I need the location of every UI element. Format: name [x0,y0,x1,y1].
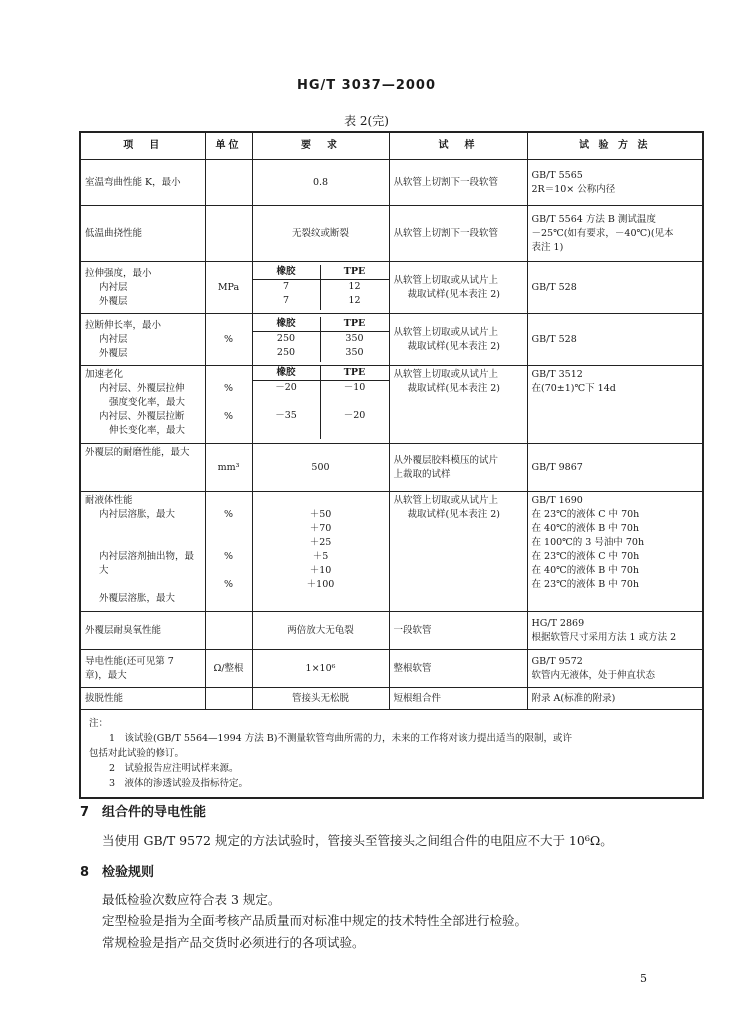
requirement-cell: 管接头无松脱 [252,688,389,710]
item-line: 外覆层溶胀，最大 [99,593,176,604]
section-8-heading [80,861,154,880]
table-row [80,206,703,262]
method-line: 软管内无液体，处于伸直状态 [531,669,656,681]
unit-line: % [223,383,234,394]
requirement-cell: 500 [252,444,389,492]
requirement-line: ＋5 [312,551,329,562]
method-line: －25℃(如有要求，－40℃)(见本 [531,227,674,239]
document-code: HG/T 3037—2000 [296,78,437,93]
unit-cell [205,366,252,444]
item-cell: 拔脱性能 [80,688,205,710]
table-row [80,612,703,650]
method-cell: 附录 A(标准的附录) [527,688,703,710]
method-line: 在(70±1)℃下 14d [531,383,616,394]
unit-line: % [223,411,234,422]
notes-title: 注： [89,718,109,729]
rubber-header: 橡胶 [253,317,321,332]
unit-line: % [223,579,234,590]
item-line: 内衬层溶胀，最大 [99,509,176,520]
method-cell [527,492,703,612]
table-notes [80,710,703,799]
sample-cell: 从软管上切割下一段软管 [389,206,527,262]
table-row [80,444,703,492]
requirement-cell [252,492,389,612]
table-row [80,492,703,612]
unit-cell [205,612,252,650]
tpe-header: TPE [321,317,389,332]
requirement-line: ＋10 [309,565,332,576]
note-2: 2 试验报告应注明试样来源。 [109,763,239,774]
section-title: 组合件的导电性能 [102,805,207,820]
rubber-header: 橡胶 [253,265,321,280]
method-line: GB/T 1690 [531,495,583,506]
requirement-line: ＋100 [306,579,335,590]
sample-cell [389,262,527,314]
tpe-value: －10 [343,382,366,393]
sample-cell [389,314,527,366]
note-3: 3 液体的渗透试验及指标待定。 [109,778,249,789]
method-line: HG/T 2869 [531,617,585,629]
item-line: 内衬层溶剂抽出物，最大 [99,551,195,576]
item-cell: 外覆层耐臭氧性能 [80,612,205,650]
tpe-header: TPE [321,366,389,381]
rubber-value: 7 [253,280,321,294]
item-cell [80,262,205,314]
sample-line: 从软管上切取或从试片上 [393,274,499,286]
sample-line: 上裁取的试样 [393,468,451,480]
sample-cell [389,444,527,492]
item-cell [80,366,205,444]
requirement-cell: 无裂纹或断裂 [252,206,389,262]
sample-cell [389,492,527,612]
section-title: 检验规则 [102,865,155,880]
method-line: GB/T 5564 方法 B 测试温度 [531,213,656,225]
tpe-value: 350 [345,333,364,344]
item-line: 强度变化率，最大 [109,397,186,408]
method-cell: GB/T 528 [527,262,703,314]
method-line: 在 23℃的液体 C 中 70h [531,509,640,520]
notes-row [80,710,703,799]
item-line: 内衬层、外覆层拉断 [99,411,185,422]
table-row [80,650,703,688]
requirements-table [79,131,704,799]
requirement-cell: 两倍放大无龟裂 [252,612,389,650]
sample-line: 从软管上切取或从试片上 [393,326,499,338]
method-line: 表注 1) [531,241,564,253]
method-line: GB/T 5565 [531,169,583,181]
item-cell: 外覆层的耐磨性能，最大 [80,444,205,492]
unit-line: % [223,509,234,520]
requirement-cell: 1×10⁶ [252,650,389,688]
table-row [80,160,703,206]
item-line: 耐液体性能 [85,495,133,506]
item-line: 伸长变化率，最大 [109,425,186,436]
item-line: 拉伸强度，最小 [85,267,152,279]
table-caption: 表 2(完) [344,114,389,128]
method-line: 在 23℃的液体 C 中 70h [531,551,640,562]
item-line: 内衬层 [99,281,128,293]
method-cell [527,206,703,262]
table-row [80,314,703,366]
section-7-heading [80,801,206,820]
unit-cell [205,160,252,206]
sample-cell: 整根软管 [389,650,527,688]
table-header-row [80,132,703,160]
method-cell [527,612,703,650]
unit-cell: % [205,314,252,366]
sample-line: 裁取试样(见本表注 2) [407,509,500,520]
header-unit: 单位 [205,132,252,160]
table-row [80,262,703,314]
item-cell [80,650,205,688]
method-cell [527,650,703,688]
header-method: 试 验 方 法 [527,132,703,160]
item-cell: 室温弯曲性能 K，最小 [80,160,205,206]
item-line: 内衬层 [99,333,128,345]
method-cell: GB/T 9867 [527,444,703,492]
item-spacer [85,578,201,592]
rubber-value: －20 [253,381,321,409]
unit-cell: mm³ [205,444,252,492]
tpe-header: TPE [321,265,389,280]
sample-line: 从软管上切取或从试片上 [393,369,499,380]
section-number: 8 [80,865,90,880]
note-1-continued: 包括对此试验的修订。 [89,748,185,759]
section-number: 7 [80,805,90,820]
method-line: 根据软管尺寸采用方法 1 或方法 2 [531,631,677,643]
section-8-paragraph-1: 最低检验次数应符合表 3 规定。 [102,892,281,907]
requirement-line: ＋70 [309,523,332,534]
section-8-paragraph-2: 定型检验是指为全面考核产品质量而对标准中规定的技术特性全部进行检验。 [102,913,528,928]
sample-line: 裁取试样(见本表注 2) [407,288,500,300]
sample-line: 从外覆层胶料模压的试片 [393,454,499,466]
tpe-value: －20 [343,410,366,421]
requirement-line: ＋50 [309,509,332,520]
item-line: 拉断伸长率，最小 [85,319,162,331]
method-line: 在 40℃的液体 B 中 70h [531,523,639,534]
item-line: 导电性能(还可见第 7 [85,655,174,667]
rubber-value: 7 [253,294,321,310]
method-cell [527,160,703,206]
rubber-value: 250 [253,346,321,362]
method-cell: GB/T 528 [527,314,703,366]
header-sample: 试 样 [389,132,527,160]
item-line: 内衬层、外覆层拉伸 [99,383,185,394]
method-line: 2R＝10× 公称内径 [531,183,616,195]
unit-cell [205,492,252,612]
section-7-paragraph: 当使用 GB/T 9572 规定的方法试验时，管接头至管接头之间组合件的电阻应不大于 10⁶Ω。 [102,833,613,848]
method-line: 在 100℃的 3 号油中 70h [531,537,645,548]
item-cell [80,314,205,366]
unit-cell: Ω/整根 [205,650,252,688]
method-line: GB/T 9572 [531,655,583,667]
item-line: 外覆层 [99,347,128,359]
requirement-line: ＋25 [309,537,332,548]
header-item: 项 目 [80,132,205,160]
method-cell [527,366,703,444]
requirement-cell: 0.8 [252,160,389,206]
unit-line: % [223,551,234,562]
sample-line: 从软管上切取或从试片上 [393,495,499,506]
tpe-value: 12 [348,295,361,306]
sample-line: 裁取试样(见本表注 2) [407,340,500,352]
requirement-cell [252,314,389,366]
method-line: 在 23℃的液体 B 中 70h [531,579,639,590]
sample-line: 裁取试样(见本表注 2) [407,383,500,394]
sample-cell: 从软管上切割下一段软管 [389,160,527,206]
requirement-cell [252,366,389,444]
rubber-value: －35 [253,409,321,439]
item-cell: 低温曲挠性能 [80,206,205,262]
tpe-value: 350 [345,347,364,358]
requirement-cell [252,262,389,314]
sample-cell: 一段软管 [389,612,527,650]
method-line: GB/T 3512 [531,369,583,380]
unit-cell [205,206,252,262]
sample-cell: 短根组合件 [389,688,527,710]
page-number: 5 [640,972,647,985]
section-8-paragraph-3: 常规检验是指产品交货时必须进行的各项试验。 [102,935,365,950]
sample-cell [389,366,527,444]
table-row [80,366,703,444]
rubber-value: 250 [253,332,321,346]
method-line: 在 40℃的液体 B 中 70h [531,565,639,576]
item-line: 章)，最大 [85,669,127,681]
item-spacer [85,522,201,550]
rubber-header: 橡胶 [253,366,321,381]
tpe-value: 12 [348,281,361,292]
note-1: 1 该试验(GB/T 5564—1994 方法 B)不测量软管弯曲所需的力，未来的工作将对该力提出适当的限制，或许 [109,733,572,744]
unit-cell [205,688,252,710]
item-cell [80,492,205,612]
item-line: 外覆层 [99,295,128,307]
table-row [80,688,703,710]
item-line: 加速老化 [85,369,124,380]
header-requirement: 要 求 [252,132,389,160]
unit-cell: MPa [205,262,252,314]
